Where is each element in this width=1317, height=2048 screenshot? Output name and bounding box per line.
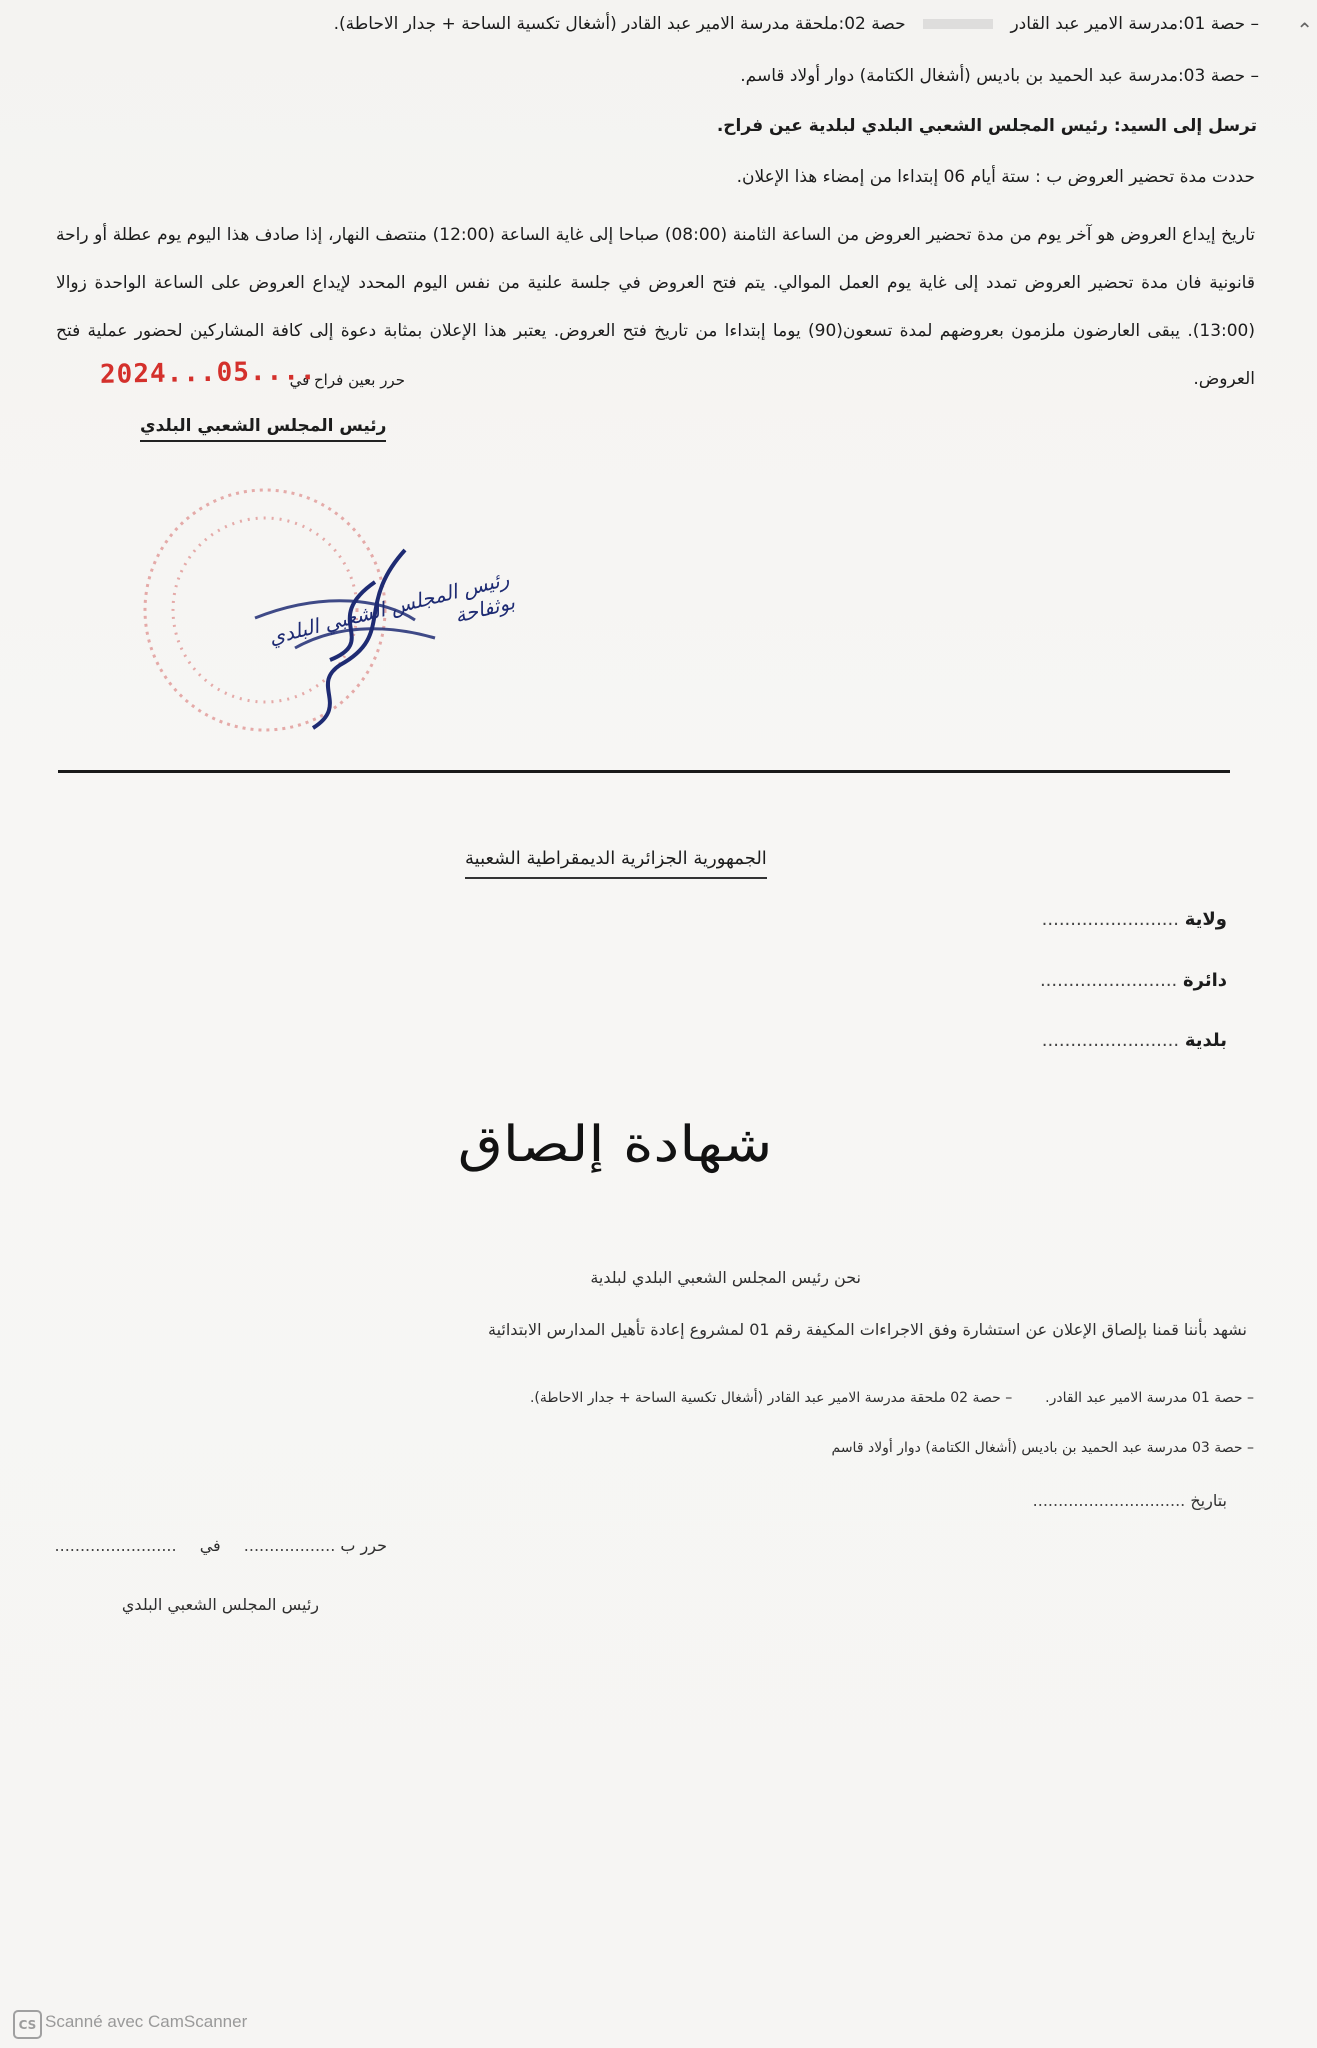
certificate-lot3: – حصة 03 مدرسة عبد الحميد بن باديس (أشغال الكتامة) دوار أولاد قاسم — [831, 1440, 1254, 1456]
certificate-signer: رئيس المجلس الشعبي البلدي — [121, 1595, 319, 1614]
notice-lots-line — [334, 14, 1259, 34]
field-wilaya-value: ........................ — [1041, 909, 1179, 930]
field-daira-value: ........................ — [1039, 970, 1178, 991]
certificate-lot1: – حصة 01 مدرسة الامير عبد القادر. — [1045, 1390, 1254, 1406]
section-divider — [58, 770, 1230, 773]
certificate-written-line — [55, 1536, 387, 1555]
notice-signer-title: رئيس المجلس الشعبي البلدي — [140, 416, 386, 442]
notice-lot2: حصة 02:ملحقة مدرسة الامير عبد القادر (أشغال تكسية الساحة + جدار الاحاطة). — [333, 14, 906, 34]
certificate-intro: نحن رئيس المجلس الشعبي البلدي لبلدية — [590, 1268, 861, 1287]
certificate-statement: نشهد بأننا قمنا بإلصاق الإعلان عن استشارة وفق الاجراءات المكيفة رقم 01 لمشروع إعادة تأهيل المدارس الابتدائية — [488, 1320, 1247, 1339]
field-baladia — [1042, 1030, 1227, 1051]
notice-issued-at: حرر بعين فراح في — [289, 371, 405, 389]
certificate-on: في — [199, 1536, 221, 1555]
certificate-date-line — [1033, 1491, 1227, 1510]
field-daira — [1040, 970, 1227, 991]
certificate-lots-1-2 — [530, 1390, 1254, 1406]
certificate-title: شهادة إلصاق — [457, 1115, 773, 1173]
field-baladia-label: بلدية — [1184, 1030, 1227, 1051]
camscanner-watermark: Scanné avec CamScanner — [45, 2012, 248, 2031]
certificate-date-dots: .............................. — [1032, 1491, 1186, 1510]
certificate-on-dots: ........................ — [54, 1536, 177, 1555]
red-date-stamp: 2024...05.... — [99, 356, 317, 390]
certificate-lot2: – حصة 02 ملحقة مدرسة الامير عبد القادر (أشغال تكسية الساحة + جدار الاحاطة). — [529, 1390, 1013, 1406]
notice-send-to: ترسل إلى السيد: رئيس المجلس الشعبي البلدي لبلدية عين فراح. — [716, 116, 1257, 136]
certificate-written-at: حرر ب — [340, 1536, 387, 1555]
field-baladia-value: ........................ — [1041, 1030, 1180, 1051]
field-wilaya — [1042, 909, 1227, 930]
field-wilaya-label: ولاية — [1184, 909, 1227, 930]
certificate-republic-header: الجمهورية الجزائرية الديمقراطية الشعبية — [465, 848, 767, 879]
camscanner-logo-icon: CS — [13, 2010, 42, 2039]
notice-preparation: حددت مدة تحضير العروض ب : ستة أيام 06 إبتداءا من إمضاء هذا الإعلان. — [736, 167, 1255, 187]
page-edge-mark: ⌃ — [1296, 18, 1313, 42]
notice-lot3: – حصة 03:مدرسة عبد الحميد بن باديس (أشغال الكتامة) دوار أولاد قاسم. — [740, 66, 1259, 86]
certificate-written-dots: .................. — [243, 1536, 336, 1555]
notice-deposit-paragraph: تاريخ إيداع العروض هو آخر يوم من مدة تحضير العروض من الساعة الثامنة (08:00) صباحا إلى غاية الساعة (12:00) منتصف النهار، إذا صادف هذا اليوم يوم عطلة أو راحة قانونية فان مدة تحضير العروض تمدد إلى غاية يوم العمل الموالي. يتم فتح العروض في جلسة علنية من نفس اليوم المحدد لإيداع العروض على الساعة الواحدة زوالا (13:00). يبقى العارضون ملزمون بعروضهم لمدة تسعون(90) يوما إبتداءا من تاريخ فتح العروض. يعتبر هذا الإعلان بمثابة دعوة إلى كافة المشاركين لحضور عملية فتح العروض. — [56, 225, 1256, 389]
field-daira-label: دائرة — [1183, 970, 1227, 991]
certificate-date-label: بتاريخ — [1190, 1491, 1227, 1510]
notice-lot1: – حصة 01:مدرسة الامير عبد القادر — [1010, 14, 1259, 34]
handwritten-signature: رئيس المجلس الشعبي البلدي بوثفاحة — [266, 566, 518, 650]
